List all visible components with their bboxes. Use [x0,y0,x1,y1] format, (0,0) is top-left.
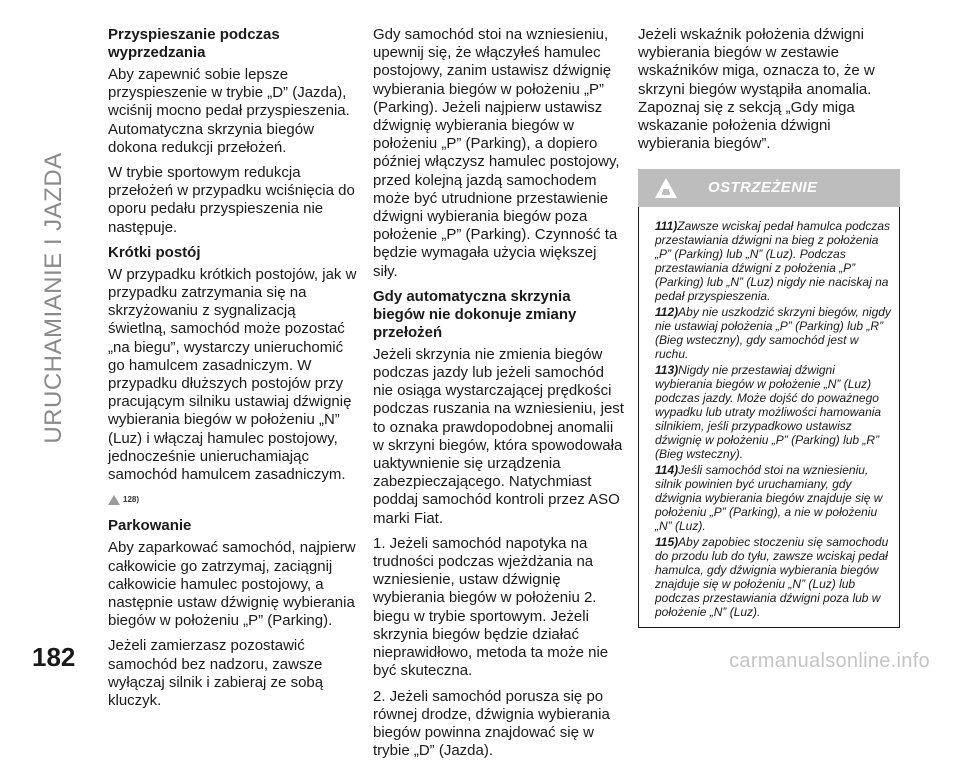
warning-item-text: Jeśli samochód stoi na wzniesieniu, silnik powinien być uruchamiany, gdy dźwignia wybierania biegów znajduje się w położeniu „P” (Parking), a nie w położeniu „N” (Luz). [655,463,883,534]
paragraph: Jeżeli wskaźnik położenia dźwigni wybierania biegów w zestawie wskaźników miga, oznacza to, że w skrzyni biegów wystąpiła anomalia. Zapoznaj się z sekcją „Gdy miga wskazanie położenia dźwigni wybierania biegów”. [638,26,875,153]
warning-item-text: Nigdy nie przestawiaj dźwigni wybierania biegów w położenie „N” (Luz) podczas jazdy. Może dojść do poważnego wypadku lub utraty możliwości hamowania silnikiem, jeśli przypadkowo ustawisz dźwignię w położeniu „P” (Parking) lub „R” (Bieg wsteczny). [655,363,882,462]
warning-item [655,463,895,533]
paragraph: Jeżeli skrzynia nie zmienia biegów podczas jazdy lub jeżeli samochód nie osiąga wystarczającej prędkości podczas ruszania na wzniesieniu, jest to oznaka prawdopodobnej anomalii w skrzyni biegów, która spowodowała uaktywnienie się urządzenia zabezpieczającego. Natychmiast poddaj samochód kontroli przez ASO marki Fiat. [373,345,624,527]
warning-list [638,207,900,628]
column-3 [638,26,900,628]
column-1 [108,26,358,717]
column-2 [373,26,625,767]
page-number: 182 [32,642,76,672]
warning-item-text: Aby nie uszkodzić skrzyni biegów, nigdy nie ustawiaj położenia „P” (Parking) lub „R” (Bieg wsteczny), gdy samochód jest w ruchu. [655,305,891,362]
heading-overtaking: Przyspieszanie podczas wyprzedzania [108,26,280,61]
warning-title: OSTRZEŻENIE [708,179,818,197]
paragraph: W trybie sportowym redukcja przełożeń w przypadku wciśnięcia do oporu pedału przyspieszenia nie następuje. [108,164,355,236]
warning-item-number: 114) [655,463,679,478]
warning-item-number: 112) [655,305,679,320]
warning-item [655,219,895,303]
warning-item-number: 113) [655,363,679,378]
paragraph: Jeżeli zamierzasz pozostawić samochód bez nadzoru, zawsze wyłączaj silnik i zabieraj ze sobą kluczyk. [108,637,324,710]
warning-item-number: 111) [655,219,678,234]
warning-item [655,305,895,361]
warning-triangle-icon [108,495,120,505]
watermark: carmanualsonline.info [729,650,930,672]
warning-header [638,169,900,207]
warning-item-text: Aby zapobiec stoczeniu się samochodu do przodu lub do tyłu, zawsze wciskaj pedał hamulca, gdy dźwignia wybierania biegów znajduje się w położeniu „N” (Luz) lub podczas przestawiania dźwigni poza lub w położenie „N” (Luz). [655,535,889,620]
warning-item-text: Zawsze wciskaj pedał hamulca podczas przestawiania dźwigni na bieg z położenia „P” (Parking) lub „N” (Luz). Podczas przestawiania dźwigni z położenia „P” (Parking) lub „N” (Luz) nigdy nie naciskaj na pedał przyspieszenia. [655,219,891,304]
heading-short-stop: Krótki postój [108,243,201,261]
warning-reference [108,491,358,509]
car-warning-icon [654,177,678,199]
paragraph: W przypadku krótkich postojów, jak w przypadku zatrzymania się na skrzyżowaniu z sygnalizacją świetlną, samochód może pozostać „na biegu”, wystarczy unieruchomić go hamulcem zasadniczym. W przypadku dłuższych postojów przy pracującym silniku ustawiaj dźwignię wybierania biegów w położeniu „N” (Luz) i włączaj hamulec postojowy, jednocześnie unieruchamiając samochód hamulcem zasadniczym. [108,265,357,484]
warning-box [638,169,900,628]
heading-parking: Parkowanie [108,517,192,535]
heading-no-gear-change: Gdy automatyczna skrzynia biegów nie dokonuje zmiany przełożeń [373,287,577,341]
paragraph: Aby zaparkować samochód, najpierw całkowicie go zatrzymaj, zaciągnij całkowicie hamulec postojowy, a następnie ustaw dźwignię wybierania biegów w położeniu „P” (Parking). [108,539,356,630]
paragraph: 1. Jeżeli samochód napotyka na trudności podczas wjeżdżania na wzniesienie, ustaw dźwignię wybierania biegów w położeniu 2. biegu w trybie sportowym. Jeżeli skrzynia biegów będzie działać nieprawidłowo, metoda ta może nie być skuteczna. [373,534,609,680]
section-side-title: URUCHAMIANIE I JAZDA [40,152,67,444]
paragraph: Gdy samochód stoi na wzniesieniu, upewnij się, że włączyłeś hamulec postojowy, zanim ustawisz dźwignię wybierania biegów w położeniu „P” (Parking). Jeżeli najpierw ustawisz dźwignię wybierania biegów w położeniu „P” (Parking), a dopiero później włączysz hamulec postojowy, przed kolejną jazdą samochodem może być utrudnione przestawienie dźwigni wybierania biegów poza położenie „P” (Parking). Czynność ta będzie wymagała użycia większej siły. [373,26,620,280]
paragraph: Aby zapewnić sobie lepsze przyspieszenie w trybie „D” (Jazda), wciśnij mocno pedał przyspieszenia. Automatyczna skrzynia biegów dokona redukcji przełożeń. [108,66,350,156]
warning-item [655,363,895,461]
paragraph: 2. Jeżeli samochód porusza się po równej drodze, dźwignia wybierania biegów powinna znajdować się w trybie „D” (Jazda). [373,687,610,760]
warning-item [655,535,895,619]
warning-item-number: 115) [655,535,679,550]
reference-number: 128) [123,495,140,505]
